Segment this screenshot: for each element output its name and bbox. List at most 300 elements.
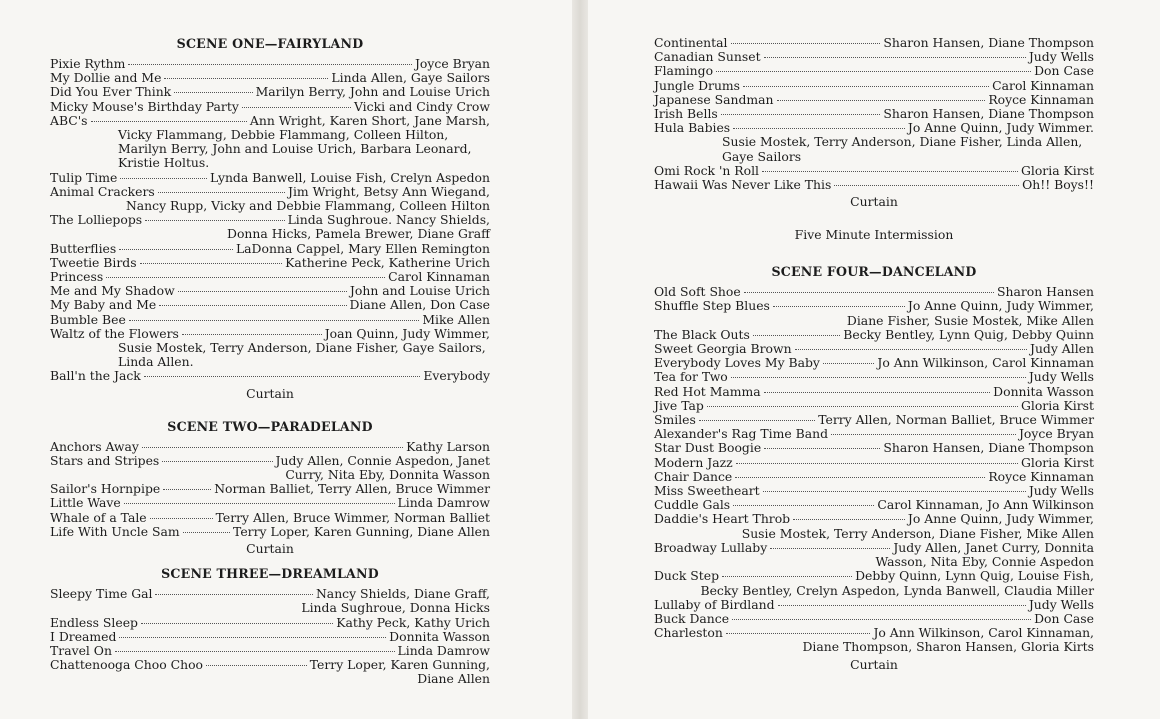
dot-leader [764,392,990,393]
entry-title: Charleston [654,625,723,641]
program-entry [654,285,1094,299]
entry-performers-continued: Susie Mostek, Terry Anderson, Diane Fisher, Gaye Sailors, Linda Allen. [118,340,486,370]
entry-performers: Donnita Wasson [993,383,1094,399]
entry-line [654,121,1094,135]
entry-title: Smiles [654,412,696,428]
entry-title: Omi Rock 'n Roll [654,162,760,178]
right-column [654,36,1094,672]
entry-line [654,50,1094,64]
dot-leader [731,43,881,44]
entry-title: ABC's [50,112,88,128]
entry-performers-continued: Susie Mostek, Terry Anderson, Diane Fisher, Mike Allen [741,525,1094,541]
entry-performers: Sharon Hansen, Diane Thompson [883,440,1094,456]
dot-leader [159,305,346,306]
entry-performers: John and Louise Urich [349,283,490,299]
program-entry [50,71,490,85]
scene-four-curtain: Curtain [850,656,898,672]
entry-line [50,57,490,71]
program-entry [654,328,1094,342]
entry-title: Hula Babies [654,120,731,136]
entry-title: Miss Sweetheart [654,483,760,499]
entry-line [50,171,490,185]
entry-title: Endless Sleep [50,614,138,630]
entry-line [50,454,490,468]
program-entry [654,399,1094,413]
entry-line [654,79,1094,93]
entry-performers: Carol Kinnaman [388,269,490,285]
left-column [50,36,490,687]
entry-performers: Debby Quinn, Lynn Quig, Louise Fish, [855,568,1094,584]
entry-line [654,36,1094,50]
entry-performers: Judy Allen [1029,341,1094,357]
entry-line [50,270,490,284]
program-entry [654,178,1094,192]
dot-leader [721,114,881,115]
dot-leader [764,448,880,449]
dot-leader [707,406,1018,407]
dot-leader [242,107,351,108]
intermission-note: Five Minute Intermission [794,227,954,243]
entry-performers: Joyce Bryan [1018,426,1094,442]
dot-leader [206,665,307,666]
program-entry [50,454,490,482]
entry-title: Star Dust Boogie [654,440,762,456]
entry-line [50,114,490,128]
entry-performers: Royce Kinnaman [988,91,1094,107]
entry-performers: Becky Bentley, Lynn Quig, Debby Quinn [843,326,1094,342]
entry-line [50,85,490,99]
page-gutter [572,0,588,719]
entry-title: Whale of a Tale [50,509,147,525]
entry-performers: Linda Damrow [397,495,490,511]
entry-performers: Kathy Peck, Kathy Urich [336,614,490,630]
entry-title: Chair Dance [654,468,733,484]
entry-title: Princess [50,269,104,285]
entry-line [50,185,490,199]
entry-line [50,525,490,539]
entry-title: Old Soft Shoe [654,284,741,300]
program-entry [50,525,490,539]
entry-performers: Everybody [423,368,490,384]
entry-performers: Jo Anne Quinn, Judy Wimmer, [907,298,1094,314]
entry-title: Micky Mouse's Birthday Party [50,98,239,114]
dot-leader [150,518,213,519]
entry-performers: Jim Wright, Betsy Ann Wiegand, [288,183,490,199]
dot-leader [178,291,347,292]
entry-line [50,369,490,383]
entry-title: The Lolliepops [50,212,143,228]
entry-performers-continued: Becky Bentley, Crelyn Aspedon, Lynda Banwell, Claudia Miller [700,582,1094,598]
entry-performers: Vicki and Cindy Crow [353,98,490,114]
scene-three-continued-entries [654,36,1094,192]
scene-two-entries [50,440,490,539]
program-entry [50,644,490,658]
entry-performers: Linda Allen, Gaye Sailors [331,70,490,86]
entry-title: Broadway Lullaby [654,539,768,555]
dot-leader [736,463,1018,464]
program-entry [654,441,1094,455]
program-entry [654,64,1094,78]
entry-performers: Terry Allen, Bruce Wimmer, Norman Balliet [215,509,490,525]
program-entry [50,284,490,298]
program-entry [654,79,1094,93]
program-entry [654,370,1094,384]
entry-title: Waltz of the Flowers [50,325,179,341]
scene-four-section [654,264,1094,671]
entry-performers: Linda Sughroue. Nancy Shields, [287,212,490,228]
scene-one-entries [50,57,490,384]
entry-title: Duck Step [654,568,720,584]
entry-line [654,569,1094,583]
scene-one-curtain: Curtain [246,385,294,401]
entry-title: Jive Tap [654,397,704,413]
entry-line [50,313,490,327]
dot-leader [744,292,994,293]
program-entry [50,213,490,241]
scene-three-entries [50,587,490,686]
dot-leader [753,335,840,336]
entry-line [50,256,490,270]
entry-title: Japanese Sandman [654,91,774,107]
dot-leader [733,505,874,506]
scene-one-section [50,36,490,401]
entry-performers: Gloria Kirst [1020,397,1094,413]
program-entry [50,185,490,213]
entry-performers: Donnita Wasson [389,628,490,644]
program-entry [654,456,1094,470]
program-entry [50,242,490,256]
entry-performers: Ann Wright, Karen Short, Jane Marsh, [249,112,490,128]
program-entry [50,616,490,630]
program-entry [654,385,1094,399]
program-entry [654,36,1094,50]
entry-title: Animal Crackers [50,183,155,199]
entry-line [50,327,490,341]
entry-performers: Judy Allen, Janet Curry, Donnita [893,539,1094,555]
dot-leader [141,623,333,624]
entry-performers: Kathy Larson [406,438,490,454]
entry-performers: Judy Allen, Connie Aspedon, Janet [275,452,490,468]
dot-leader [834,185,1019,186]
dot-leader [732,619,1031,620]
entry-title: Ball'n the Jack [50,368,141,384]
dot-leader [743,86,989,87]
entry-title: Little Wave [50,495,121,511]
dot-leader [140,263,283,264]
dot-leader [128,64,412,65]
entry-performers: Judy Wells [1028,596,1094,612]
entry-line [654,541,1094,555]
scene-two-title: SCENE TWO—PARADELAND [167,418,373,434]
entry-title: Canadian Sunset [654,49,761,65]
dot-leader [763,491,1026,492]
dot-leader [155,594,312,595]
scene-three-curtain: Curtain [850,194,898,210]
dot-leader [726,633,871,634]
entry-line [50,587,490,601]
entry-performers: Carol Kinnaman [992,77,1094,93]
entry-line [654,178,1094,192]
entry-title: Buck Dance [654,610,730,626]
entry-performers-continued: Linda Sughroue, Donna Hicks [301,600,490,616]
entry-title: Everybody Loves My Baby [654,355,820,371]
entry-performers: Diane Allen, Don Case [349,297,490,313]
program-entry [654,121,1094,164]
entry-performers: Gloria Kirst [1020,162,1094,178]
entry-performers: Terry Loper, Karen Gunning, [309,657,490,673]
entry-line [50,658,490,672]
dot-leader [163,489,211,490]
entry-line [654,484,1094,498]
program-entry [50,496,490,510]
entry-performers: Royce Kinnaman [988,468,1094,484]
entry-title: Sweet Georgia Brown [654,341,792,357]
entry-title: My Dollie and Me [50,70,162,86]
entry-line [654,427,1094,441]
program-entry [50,658,490,686]
dot-leader [764,57,1026,58]
entry-line [654,328,1094,342]
entry-performers-continued: Nancy Rupp, Vicky and Debbie Flammang, Colleen Hilton [125,198,490,214]
entry-title: Tweetie Birds [50,254,137,270]
dot-leader [142,447,403,448]
entry-title: Sleepy Time Gal [50,586,153,602]
entry-performers-continued: Susie Mostek, Terry Anderson, Diane Fisher, Linda Allen, Gaye Sailors [722,134,1083,164]
right-program-page [588,0,1160,719]
entry-performers: Katherine Peck, Katherine Urich [285,254,490,270]
entry-line [654,64,1094,78]
dot-leader [773,306,905,307]
entry-line [50,100,490,114]
dot-leader [158,192,285,193]
dot-leader [731,377,1026,378]
entry-line [50,71,490,85]
entry-title: Travel On [50,642,112,658]
entry-performers: Judy Wells [1028,483,1094,499]
entry-performers: Norman Balliet, Terry Allen, Bruce Wimmer [214,481,490,497]
program-entry [654,342,1094,356]
program-entry [50,298,490,312]
entry-line [50,511,490,525]
program-entry [654,427,1094,441]
program-entry [654,569,1094,597]
program-entry [50,511,490,525]
dot-leader [183,532,230,533]
dot-leader [115,651,395,652]
entry-line [654,342,1094,356]
entry-title: Anchors Away [50,438,139,454]
program-entry [50,256,490,270]
program-entry [50,171,490,185]
program-entry [50,100,490,114]
entry-line [654,399,1094,413]
entry-performers: Terry Allen, Norman Balliet, Bruce Wimmer [818,412,1094,428]
entry-line [50,440,490,454]
entry-title: Me and My Shadow [50,283,175,299]
entry-line [654,498,1094,512]
scene-three-section [50,566,490,686]
program-entry [654,164,1094,178]
dot-leader [182,334,322,335]
entry-line [654,456,1094,470]
program-entry [654,470,1094,484]
entry-title: Lullaby of Birdland [654,596,775,612]
entry-performers-continued: Diane Thompson, Sharon Hansen, Gloria Kirts [802,639,1094,655]
scene-four-title: SCENE FOUR—DANCELAND [771,264,977,280]
entry-line [50,630,490,644]
entry-performers: Sharon Hansen, Diane Thompson [883,106,1094,122]
scene-one-title: SCENE ONE—FAIRYLAND [176,36,364,51]
dot-leader [119,637,386,638]
entry-line [654,598,1094,612]
entry-title: The Black Outs [654,326,750,342]
scene-four-entries [654,285,1094,654]
scene-three-continued-section [654,36,1094,209]
program-entry [654,299,1094,327]
entry-title: Alexander's Rag Time Band [654,426,829,442]
entry-performers: Marilyn Berry, John and Louise Urich [255,84,490,100]
dot-leader [735,477,985,478]
entry-line [50,213,490,227]
entry-title: Tea for Two [654,369,728,385]
entry-performers-continued: Diane Allen [417,671,490,687]
entry-performers: Sharon Hansen [996,284,1094,300]
dot-leader [129,320,420,321]
entry-title: Jungle Drums [654,77,741,93]
entry-title: Stars and Stripes [50,452,160,468]
entry-performers: Carol Kinnaman, Jo Ann Wilkinson [877,497,1094,513]
program-entry [50,327,490,370]
dot-leader [770,548,890,549]
entry-title: Modern Jazz [654,454,733,470]
dot-leader [124,503,395,504]
entry-performers: Mike Allen [422,311,490,327]
program-entry [50,57,490,71]
entry-performers: Oh!! Boys!! [1022,177,1094,193]
entry-line [50,242,490,256]
program-entry [50,85,490,99]
entry-performers: Jo Anne Quinn, Judy Wimmer, [907,511,1094,527]
dot-leader [174,92,252,93]
entry-title: Irish Bells [654,106,718,122]
entry-line [654,356,1094,370]
program-entry [654,356,1094,370]
entry-performers: Jo Ann Wilkinson, Carol Kinnaman, [873,625,1094,641]
entry-line [654,385,1094,399]
entry-title: Hawaii Was Never Like This [654,177,832,193]
dot-leader [119,249,233,250]
entry-performers: Judy Wells [1028,49,1094,65]
program-entry [654,93,1094,107]
entry-title: Shuffle Step Blues [654,298,770,314]
program-entry [50,313,490,327]
program-entry [654,541,1094,569]
entry-performers: Terry Loper, Karen Gunning, Diane Allen [233,523,490,539]
dot-leader [164,78,328,79]
dot-leader [795,349,1027,350]
program-entry [654,498,1094,512]
program-entry [50,630,490,644]
dot-leader [831,434,1016,435]
entry-line [654,441,1094,455]
dot-leader [762,171,1018,172]
entry-performers-continued: Wasson, Nita Eby, Connie Aspedon [875,554,1094,570]
entry-line [50,298,490,312]
entry-line [654,299,1094,313]
entry-performers-continued: Curry, Nita Eby, Donnita Wasson [285,467,490,483]
program-entry [654,512,1094,540]
dot-leader [722,576,852,577]
entry-performers: Gloria Kirst [1020,454,1094,470]
program-entry [50,114,490,171]
entry-title: Bumble Bee [50,311,126,327]
program-entry [654,50,1094,64]
dot-leader [777,100,986,101]
dot-leader [162,461,272,462]
dot-leader [120,178,207,179]
entry-title: Pixie Rythm [50,56,126,71]
program-entry [654,484,1094,498]
entry-performers: Don Case [1034,610,1094,626]
program-entry [50,587,490,615]
entry-line [50,616,490,630]
entry-title: Did You Ever Think [50,84,172,100]
dot-leader [144,376,421,377]
entry-line [50,496,490,510]
program-entry [50,440,490,454]
entry-line [654,164,1094,178]
entry-line [654,107,1094,121]
program-entry [654,612,1094,626]
entry-line [654,512,1094,526]
dot-leader [793,519,905,520]
entry-title: Red Hot Mamma [654,383,761,399]
entry-line [50,284,490,298]
left-program-page [0,0,572,719]
entry-performers: Linda Damrow [397,642,490,658]
scene-two-section [50,419,490,556]
entry-title: Cuddle Gals [654,497,731,513]
program-entry [50,369,490,383]
dot-leader [91,121,247,122]
entry-title: Butterflies [50,240,117,256]
entry-title: My Baby and Me [50,297,157,313]
dot-leader [145,220,284,221]
program-entry [50,270,490,284]
program-entry [654,413,1094,427]
dot-leader [716,71,1031,72]
entry-performers: Lynda Banwell, Louise Fish, Crelyn Aspedon [209,169,490,185]
dot-leader [106,277,385,278]
program-entry [654,107,1094,121]
entry-line [654,612,1094,626]
entry-title: Life With Uncle Sam [50,523,180,539]
entry-performers: Nancy Shields, Diane Graff, [315,586,490,602]
entry-performers-continued: Diane Fisher, Susie Mostek, Mike Allen [846,312,1094,328]
entry-line [654,370,1094,384]
entry-performers: Don Case [1034,63,1094,79]
entry-line [50,482,490,496]
scene-three-title: SCENE THREE—DREAMLAND [161,566,379,582]
entry-performers-continued: Donna Hicks, Pamela Brewer, Diane Graff [227,226,490,242]
program-entry [50,482,490,496]
entry-title: Sailor's Hornpipe [50,481,161,497]
dot-leader [823,363,874,364]
entry-title: Continental [654,35,728,50]
entry-title: Tulip Time [50,169,118,185]
scene-two-curtain: Curtain [246,541,294,557]
entry-line [654,626,1094,640]
